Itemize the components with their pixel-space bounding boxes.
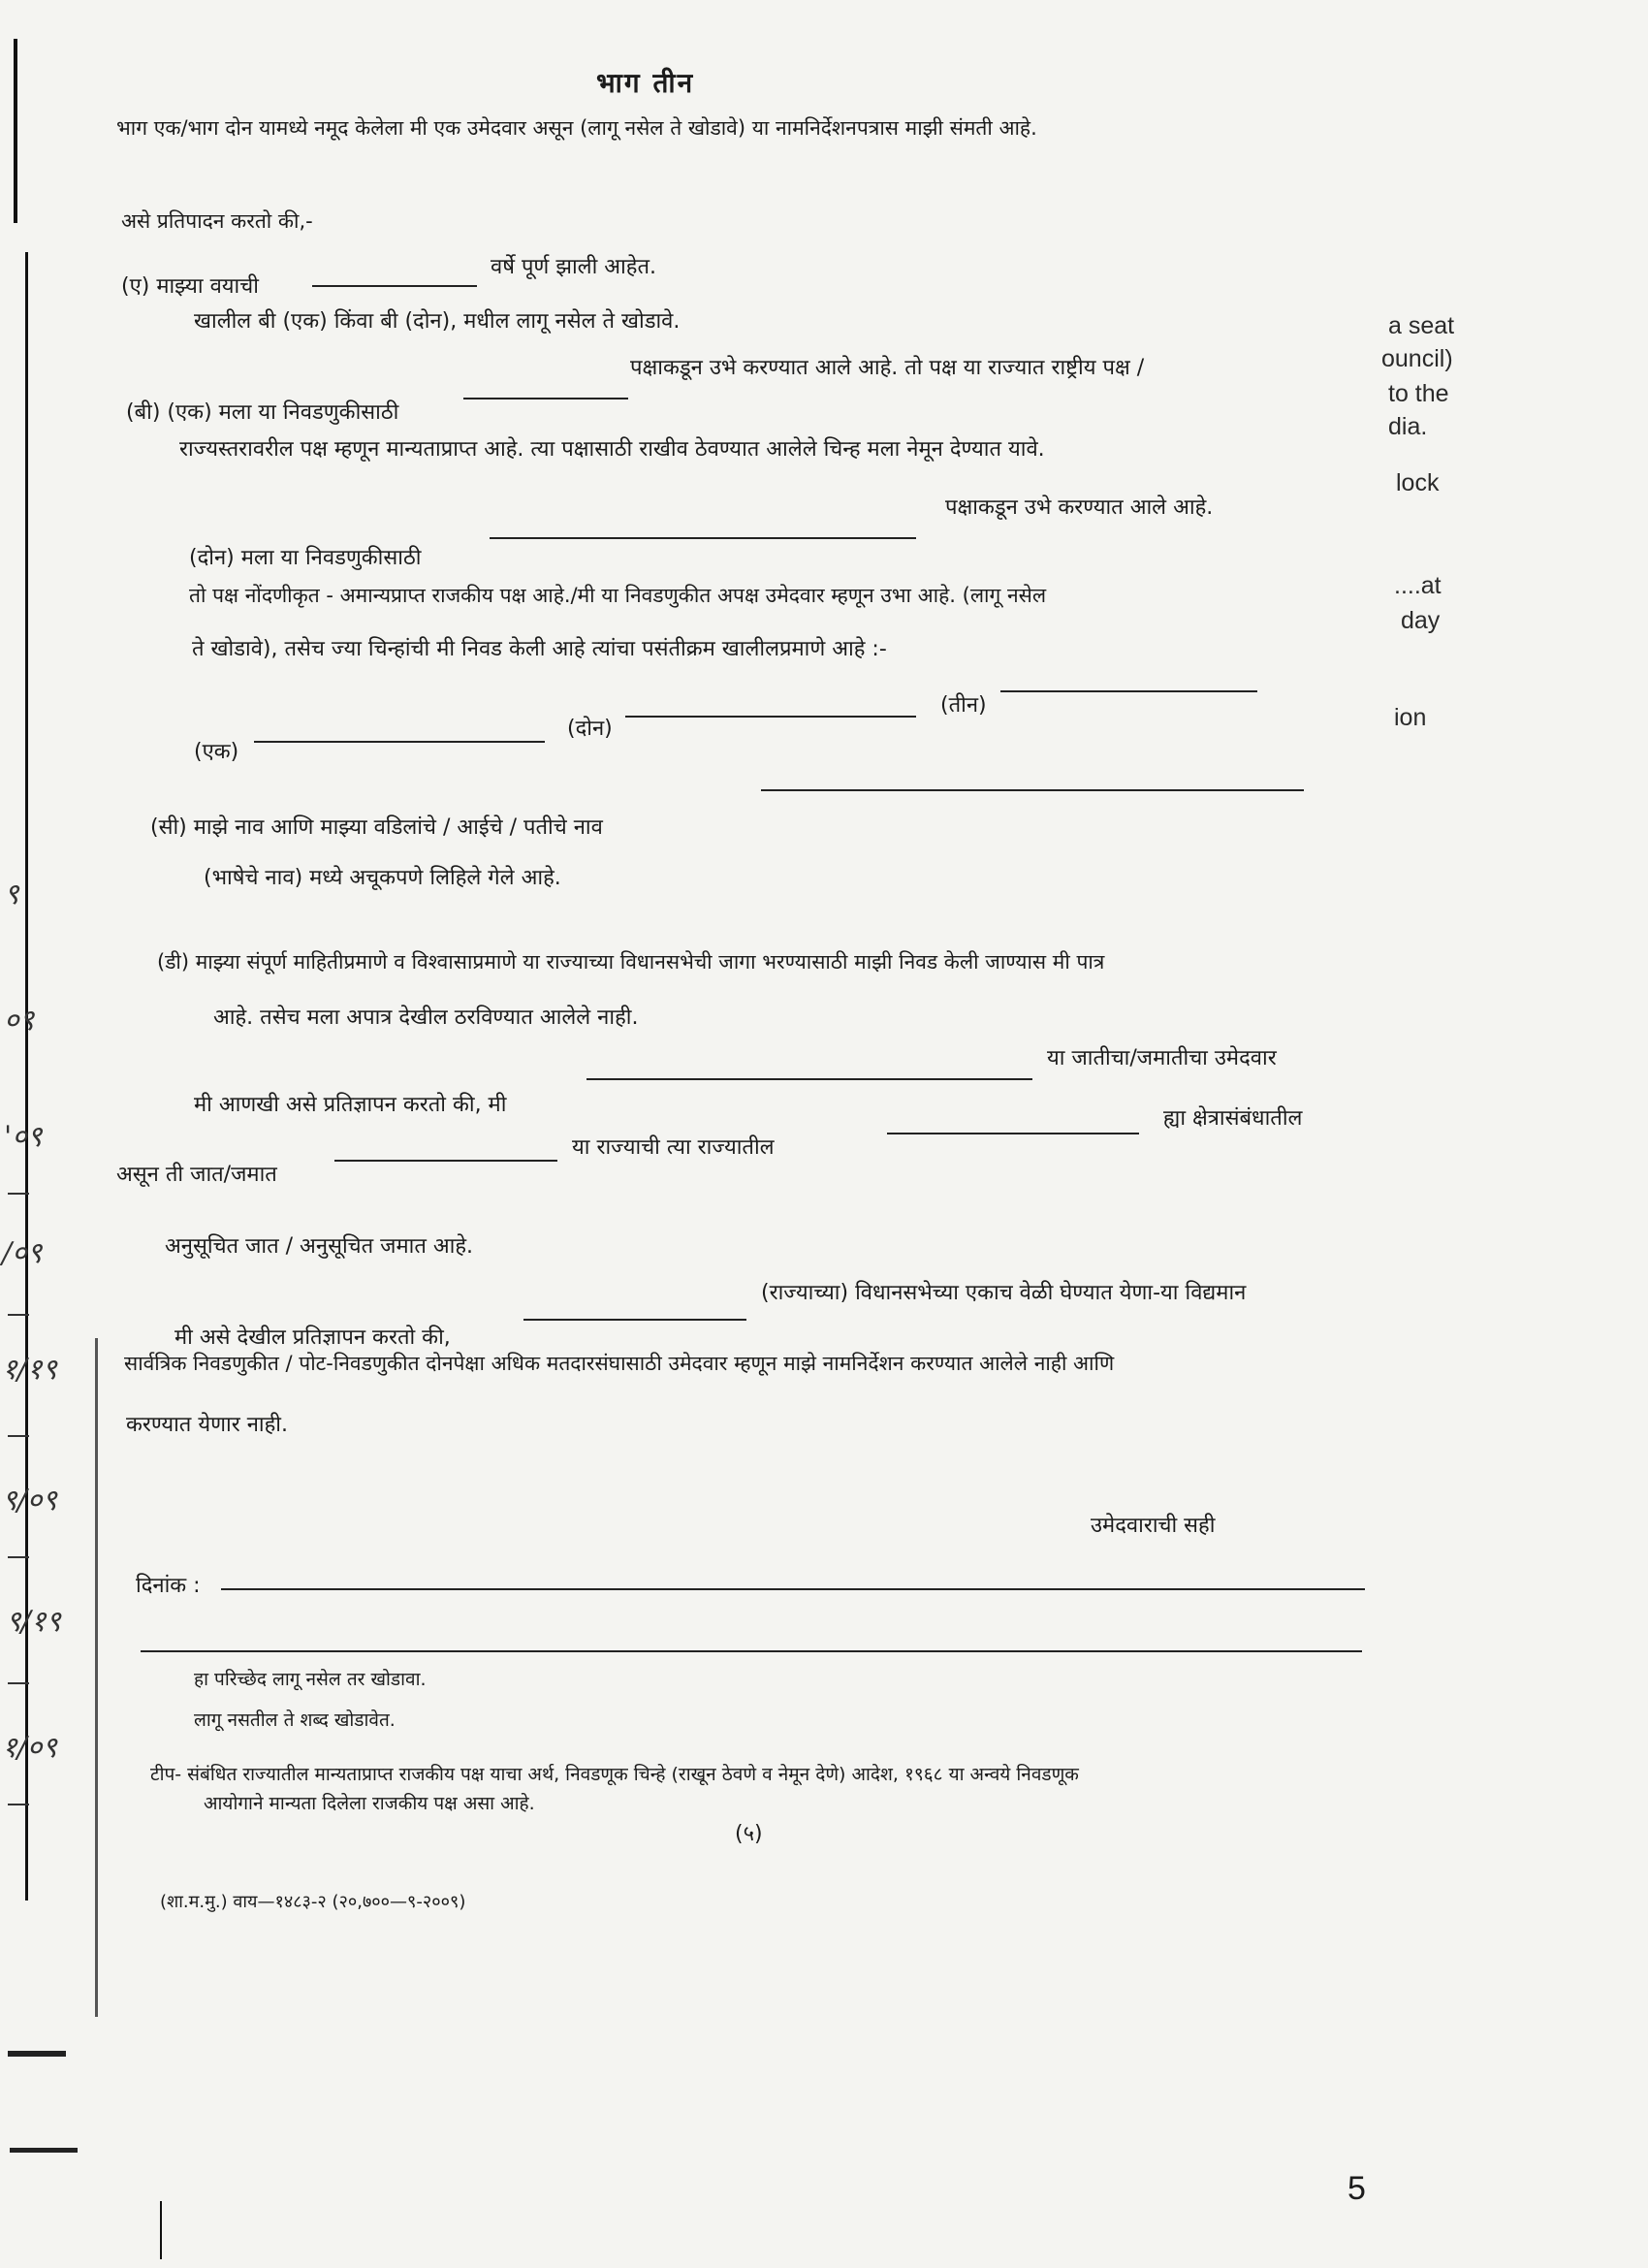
clause-a-prefix: (ए) माझ्या वयाची — [121, 274, 259, 299]
margin-note: '०९ — [4, 1120, 43, 1154]
caste-line: या जातीचा/जमातीचा उमेदवार — [1047, 1046, 1277, 1070]
margin-dash — [8, 1556, 29, 1558]
fill-line — [1000, 690, 1257, 692]
binding-edge-mark — [95, 1338, 98, 2017]
footnote: टीप- संबंधित राज्यातील मान्यताप्राप्त राजकीय पक्ष याचा अर्थ, निवडणूक चिन्हे (राखून ठेवणे व नेमून देणे) आदेश, १९६८ या अन्वये निवडणूक — [150, 1764, 1079, 1785]
clause-d-line: (डी) माझ्या संपूर्ण माहितीप्रमाणे व विश्वासाप्रमाणे या राज्याच्या विधानसभेची जागा भरण्यासाठी माझी निवड केली जाण्यास मी पात्र — [157, 950, 1105, 974]
footnote: लागू नसतील ते शब्द खोडावेत. — [194, 1709, 396, 1731]
bleed-through-text: dia. — [1388, 413, 1428, 440]
symbol-choice-label: (तीन) — [940, 693, 987, 718]
bleed-through-text: day — [1401, 607, 1441, 634]
clause-b2-line: ते खोडावे), तसेच ज्या चिन्हांची मी निवड केली आहे त्यांचा पसंतीक्रम खालीलप्रमाणे आहे :- — [192, 637, 887, 661]
footnote: हा परिच्छेद लागू नसेल तर खोडावा. — [194, 1669, 427, 1690]
declaration-line: करण्यात येणार नाही. — [126, 1413, 288, 1437]
bleed-through-text: a seat — [1388, 312, 1455, 339]
binding-edge-mark — [8, 2051, 66, 2057]
caste-line: मी आणखी असे प्रतिज्ञापन करतो की, मी — [194, 1093, 507, 1117]
clause-a-suffix: वर्षे पूर्ण झाली आहेत. — [491, 255, 656, 279]
binding-edge-mark — [160, 2201, 162, 2259]
fill-line — [523, 1319, 746, 1321]
margin-dash — [8, 1435, 29, 1437]
caste-line: असून ती जात/जमात — [116, 1163, 277, 1187]
margin-dash — [8, 1804, 29, 1805]
declaration-line: मी असे देखील प्रतिज्ञापन करतो की, — [174, 1326, 451, 1350]
margin-note: ९ — [4, 878, 19, 911]
clause-c-line: (सी) माझे नाव आणि माझ्या वडिलांचे / आईचे / पतीचे नाव — [150, 815, 603, 840]
bleed-through-text: ....at — [1394, 572, 1442, 599]
fill-line — [334, 1160, 557, 1162]
fill-line — [254, 741, 545, 743]
clause-b2-line: तो पक्ष नोंदणीकृत - अमान्यप्राप्त राजकीय पक्ष आहे./मी या निवडणुकीत अपक्ष उमेदवार म्हणून उभा आहे. (लागू नसेल — [189, 584, 1047, 607]
declaration-line: (राज्याच्या) विधानसभेच्या एकाच वेळी घेण्यात येणा-या विद्यमान — [761, 1281, 1247, 1305]
fill-line — [490, 537, 916, 539]
margin-dash — [8, 1682, 29, 1684]
intro-line: भाग एक/भाग दोन यामध्ये नमूद केलेला मी एक उमेदवार असून (लागू नसेल ते खोडावे) या नामनिर्देशनपत्रास माझी संमती आहे. — [116, 116, 1037, 140]
caste-line: अनुसूचित जात / अनुसूचित जमात आहे. — [165, 1234, 474, 1259]
margin-dash — [8, 1193, 29, 1195]
bleed-through-text: ion — [1394, 704, 1427, 731]
clause-b1-line: राज्यस्तरावरील पक्ष म्हणून मान्यताप्राप्त आहे. त्या पक्षासाठी राखीव ठेवण्यात आलेले चिन्ह मला नेमून देण्यात यावे. — [179, 437, 1045, 462]
fill-line — [586, 1078, 1032, 1080]
fill-line — [312, 285, 477, 287]
margin-dash — [8, 1314, 29, 1316]
caste-line: या राज्याची त्या राज्यातील — [572, 1135, 775, 1160]
print-code: (शा.म.मु.) वाय—१४८३-२ (२०,७००—९-२००९) — [160, 1892, 466, 1912]
fill-line — [625, 716, 916, 718]
candidate-signature-label: उमेदवाराची सही — [1091, 1514, 1216, 1538]
date-line — [221, 1588, 1365, 1590]
binding-edge-mark — [25, 252, 28, 1901]
page-number: 5 — [1347, 2170, 1366, 2207]
bleed-through-text: to the — [1388, 380, 1449, 407]
declaration-line: सार्वत्रिक निवडणुकीत / पोट-निवडणुकीत दोनपेक्षा अधिक मतदारसंघासाठी उमेदवार म्हणून माझे नामनिर्देशन करण्यात आलेले नाही आणि — [124, 1352, 1115, 1375]
date-label: दिनांक : — [136, 1574, 201, 1598]
binding-edge-mark — [14, 39, 17, 223]
page-title: भाग तीन — [596, 67, 695, 99]
bleed-through-text: ouncil) — [1381, 345, 1453, 372]
symbol-choice-label: (एक) — [194, 740, 239, 764]
margin-note: ९/१९ — [6, 1605, 61, 1639]
clause-b1-line: पक्षाकडून उभे करण्यात आले आहे. तो पक्ष या राज्यात राष्ट्रीय पक्ष / — [630, 356, 1145, 380]
fill-line — [463, 398, 628, 399]
bleed-through-text: lock — [1396, 469, 1440, 496]
clause-b1-line: (बी) (एक) मला या निवडणुकीसाठी — [126, 400, 399, 425]
clause-b2-line: (दोन) मला या निवडणुकीसाठी — [189, 546, 422, 570]
instruction-b: खालील बी (एक) किंवा बी (दोन), मधील लागू नसेल ते खोडावे. — [194, 309, 681, 334]
margin-note: ९/०९ — [2, 1484, 57, 1517]
clause-c-line: (भाषेचे नाव) मध्ये अचूकपणे लिहिले गेले आहे. — [204, 866, 561, 890]
page-marker: (५) — [735, 1822, 763, 1846]
fill-line — [887, 1133, 1139, 1134]
symbol-choice-label: (दोन) — [567, 717, 613, 741]
binding-edge-mark — [10, 2148, 78, 2153]
clause-d-line: आहे. तसेच मला अपात्र देखील ठरविण्यात आलेले नाही. — [213, 1006, 639, 1030]
fill-line — [761, 789, 1304, 791]
caste-line: ह्या क्षेत्रासंबंधातील — [1163, 1106, 1303, 1131]
margin-note: १/०९ — [2, 1731, 57, 1765]
footnote: आयोगाने मान्यता दिलेला राजकीय पक्ष असा आहे. — [204, 1793, 535, 1814]
margin-note: /०९ — [2, 1236, 43, 1270]
margin-note: ०९ — [4, 1004, 35, 1038]
footnote-separator — [141, 1650, 1362, 1652]
intro-line: असे प्रतिपादन करतो की,- — [121, 209, 313, 233]
clause-b2-line: पक्षाकडून उभे करण्यात आले आहे. — [945, 495, 1214, 520]
margin-note: १/१९ — [2, 1353, 57, 1387]
